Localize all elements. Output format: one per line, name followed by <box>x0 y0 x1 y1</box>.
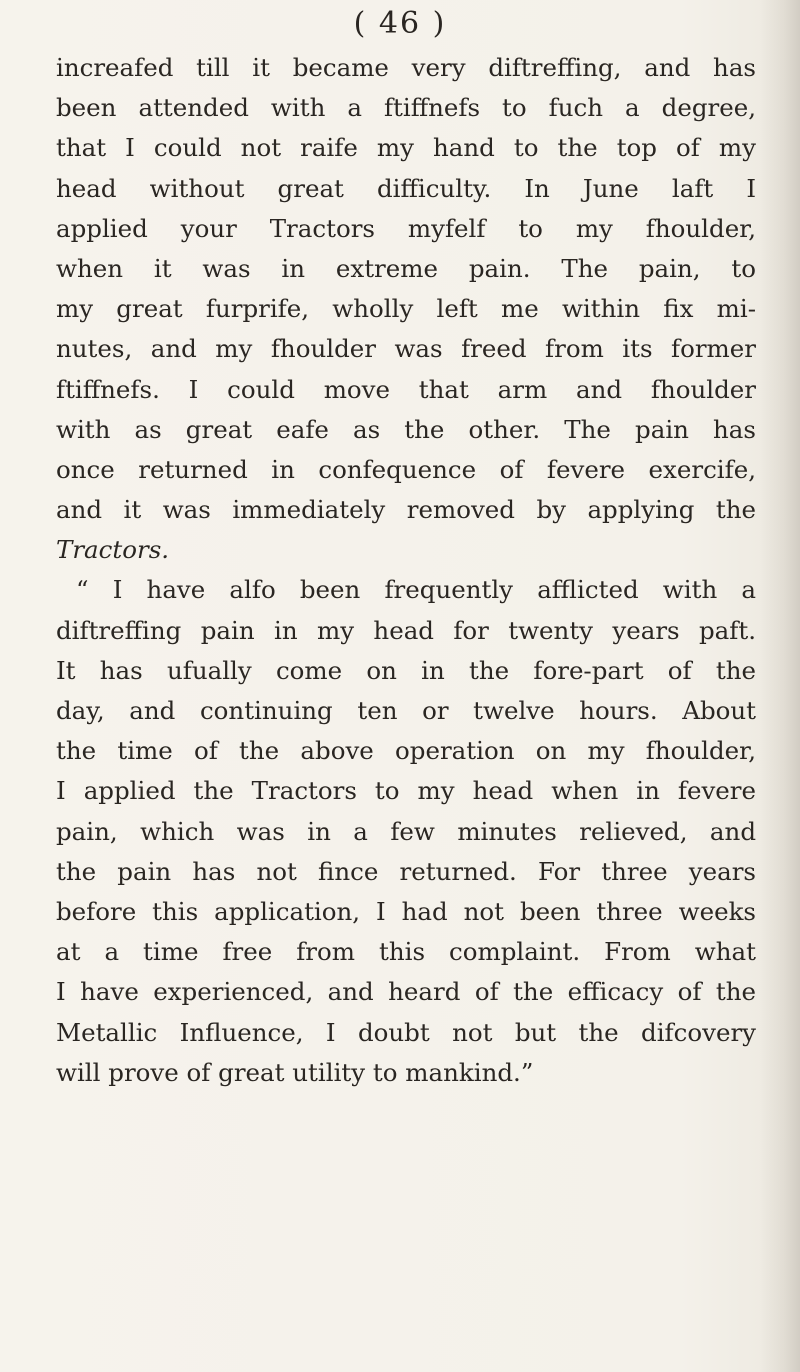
text-line: been attended with a ftiffnefs to fuch a degree, <box>56 93 756 123</box>
text-line: pain, which was in a few minutes relieved, and <box>56 816 756 846</box>
text-line: once returned in confequence of fevere exercife, <box>56 454 756 484</box>
text-line: when it was in extreme pain. The pain, to <box>56 253 756 283</box>
text-line: and it was immediately removed by applying the <box>56 495 756 525</box>
text-line: the time of the above operation on my fhoulder, <box>56 736 756 766</box>
page-edge-shadow <box>760 0 800 1372</box>
text-line: will prove of great utility to mankind.” <box>56 1057 534 1087</box>
text-line: at a time free from this complaint. From what <box>56 937 756 967</box>
body-text <box>56 48 756 1093</box>
text-line: ftiffnefs. I could move that arm and fhoulder <box>56 374 756 404</box>
text-line: before this application, I had not been three weeks <box>56 896 756 926</box>
text-line: I applied the Tractors to my head when in fevere <box>56 776 756 806</box>
page-number: ( 46 ) <box>353 6 447 41</box>
text-line: the pain has not fince returned. For three years <box>56 856 756 886</box>
text-line: diftreffing pain in my head for twenty years paft. <box>56 615 756 645</box>
text-line: increafed till it became very diftreffing, and has <box>56 53 756 82</box>
text-line: nutes, and my fhoulder was freed from its former <box>56 334 756 364</box>
text-line: “ I have alfo been frequently afflicted with a <box>76 575 756 605</box>
text-line: I have experienced, and heard of the efficacy of the <box>56 977 756 1007</box>
text-line: with as great eafe as the other. The pain has <box>56 414 756 444</box>
text-line: applied your Tractors myfelf to my fhoulder, <box>56 213 756 243</box>
text-line: Tractors. <box>56 535 170 565</box>
text-line: head without great difficulty. In June laft I <box>56 173 756 203</box>
text-line: that I could not raife my hand to the top of my <box>56 133 756 163</box>
text-line: day, and continuing ten or twelve hours. About <box>56 696 756 725</box>
text-line: Metallic Influence, I doubt not but the difcovery <box>56 1017 756 1047</box>
text-line: It has ufually come on in the fore-part of the <box>56 655 756 685</box>
text-line: my great furprife, wholly left me within fix mi- <box>56 294 756 324</box>
